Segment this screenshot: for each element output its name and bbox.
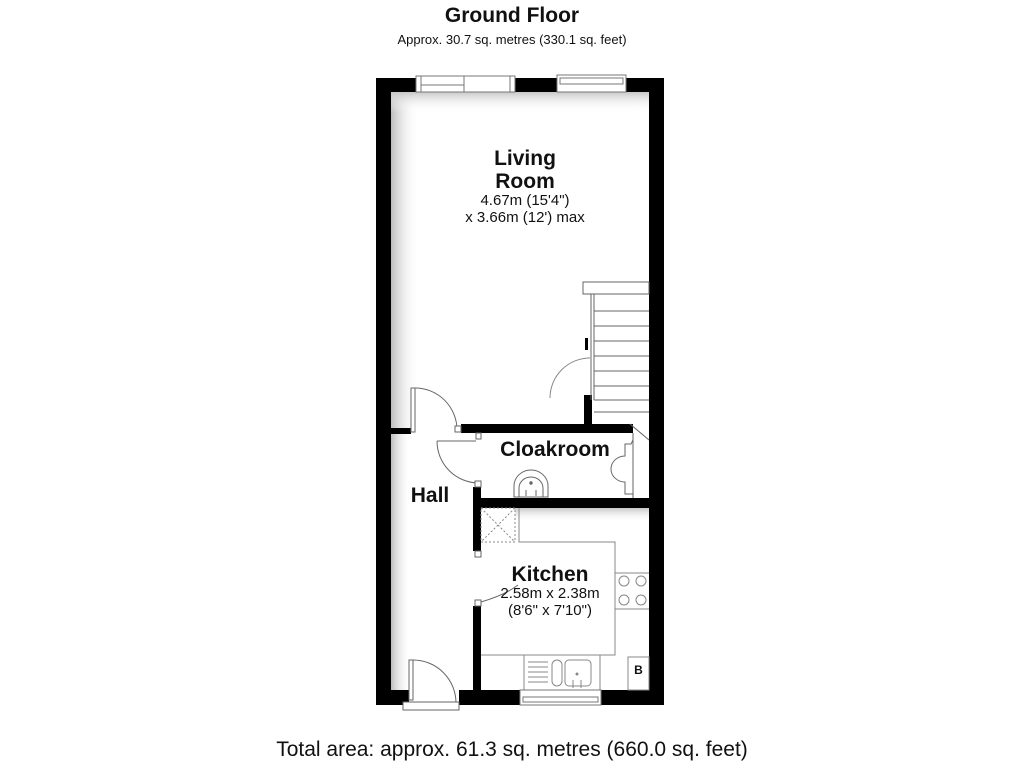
living-room-label <box>440 147 610 226</box>
kitchen-name: Kitchen <box>511 563 589 586</box>
cloakroom-basin <box>514 470 548 497</box>
hall-label: Hall <box>410 484 450 507</box>
kitchen-sink <box>524 655 600 690</box>
wall-shadow <box>391 434 411 690</box>
floor-area-subtitle: Approx. 30.7 sq. metres (330.1 sq. feet) <box>397 32 627 47</box>
kitchen-window <box>520 690 601 705</box>
living-room-dim-line1: 4.67m (15'4") <box>480 192 570 210</box>
living-room-name-line1: Living <box>494 147 556 170</box>
kitchen-cupboard <box>481 508 515 542</box>
boiler-label: B <box>634 663 643 677</box>
window-top-left <box>416 76 515 92</box>
window-top-right <box>557 75 626 92</box>
wall-shadow <box>391 92 419 428</box>
floor-title: Ground Floor <box>444 4 580 27</box>
wall-shadow <box>391 92 649 112</box>
kitchen-label <box>480 563 620 619</box>
cloakroom-label: Cloakroom <box>500 438 610 461</box>
living-room-dim-line2: x 3.66m (12') max <box>465 208 585 226</box>
kitchen-dim-line2: (8'6" x 7'10") <box>508 601 592 619</box>
total-area-footer: Total area: approx. 61.3 sq. metres (660.0 sq. feet) <box>276 738 748 761</box>
stair-handrail <box>585 338 588 350</box>
kitchen-dim-line1: 2.58m x 2.38m <box>500 585 600 603</box>
living-room-name-line2: Room <box>495 170 555 194</box>
